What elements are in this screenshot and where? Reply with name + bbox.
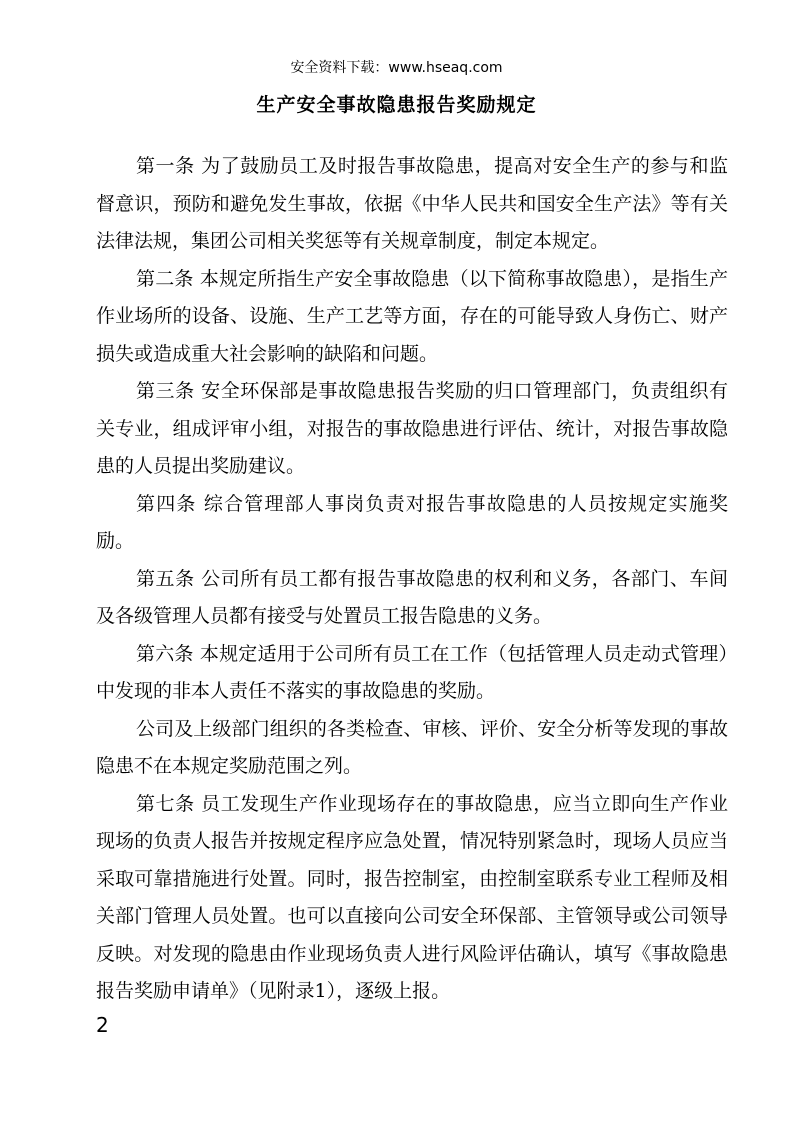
paragraph-article-7: 第七条 员工发现生产作业现场存在的事故隐患，应当立即向生产作业现场的负责人报告并按规定程序应急处置，情况特别紧急时，现场人员应当采取可靠措施进行处置。同时，报告控制室，由控制室联系专业工程师及相关部门管理人员处置。也可以直接向公司安全环保部、主管领导或公司领导反映。对发现的隐患由作业现场负责人进行风险评估确认，填写《事故隐患报告奖励申请单》（见附录1），逐级上报。: [96, 792, 728, 1002]
paragraph-article-6-note: 公司及上级部门组织的各类检查、审核、评价、安全分析等发现的事故隐患不在本规定奖励范围之列。: [96, 717, 728, 777]
page-header: 安全资料下载：www.hseaq.com: [290, 60, 503, 76]
page-number: 2: [96, 1013, 109, 1037]
paragraph-article-2: 第二条 本规定所指生产安全事故隐患（以下简称事故隐患），是指生产作业场所的设备、设施、生产工艺等方面，存在的可能导致人身伤亡、财产损失或造成重大社会影响的缺陷和问题。: [96, 267, 728, 365]
paragraph-article-6: 第六条 本规定适用于公司所有员工在工作（包括管理人员走动式管理）中发现的非本人责任不落实的事故隐患的奖励。: [96, 642, 728, 702]
document-title: 生产安全事故隐患报告奖励规定: [256, 94, 537, 116]
paragraph-article-4: 第四条 综合管理部人事岗负责对报告事故隐患的人员按规定实施奖励。: [96, 492, 728, 552]
paragraph-article-5: 第五条 公司所有员工都有报告事故隐患的权利和义务，各部门、车间及各级管理人员都有接受与处置员工报告隐患的义务。: [96, 567, 728, 627]
document-body: [96, 148, 728, 1011]
paragraph-article-1: 第一条 为了鼓励员工及时报告事故隐患，提高对安全生产的参与和监督意识，预防和避免发生事故，依据《中华人民共和国安全生产法》等有关法律法规，集团公司相关奖惩等有关规章制度，制定本规定。: [96, 155, 728, 252]
paragraph-article-3: 第三条 安全环保部是事故隐患报告奖励的归口管理部门，负责组织有关专业，组成评审小组，对报告的事故隐患进行评估、统计，对报告事故隐患的人员提出奖励建议。: [96, 380, 728, 477]
